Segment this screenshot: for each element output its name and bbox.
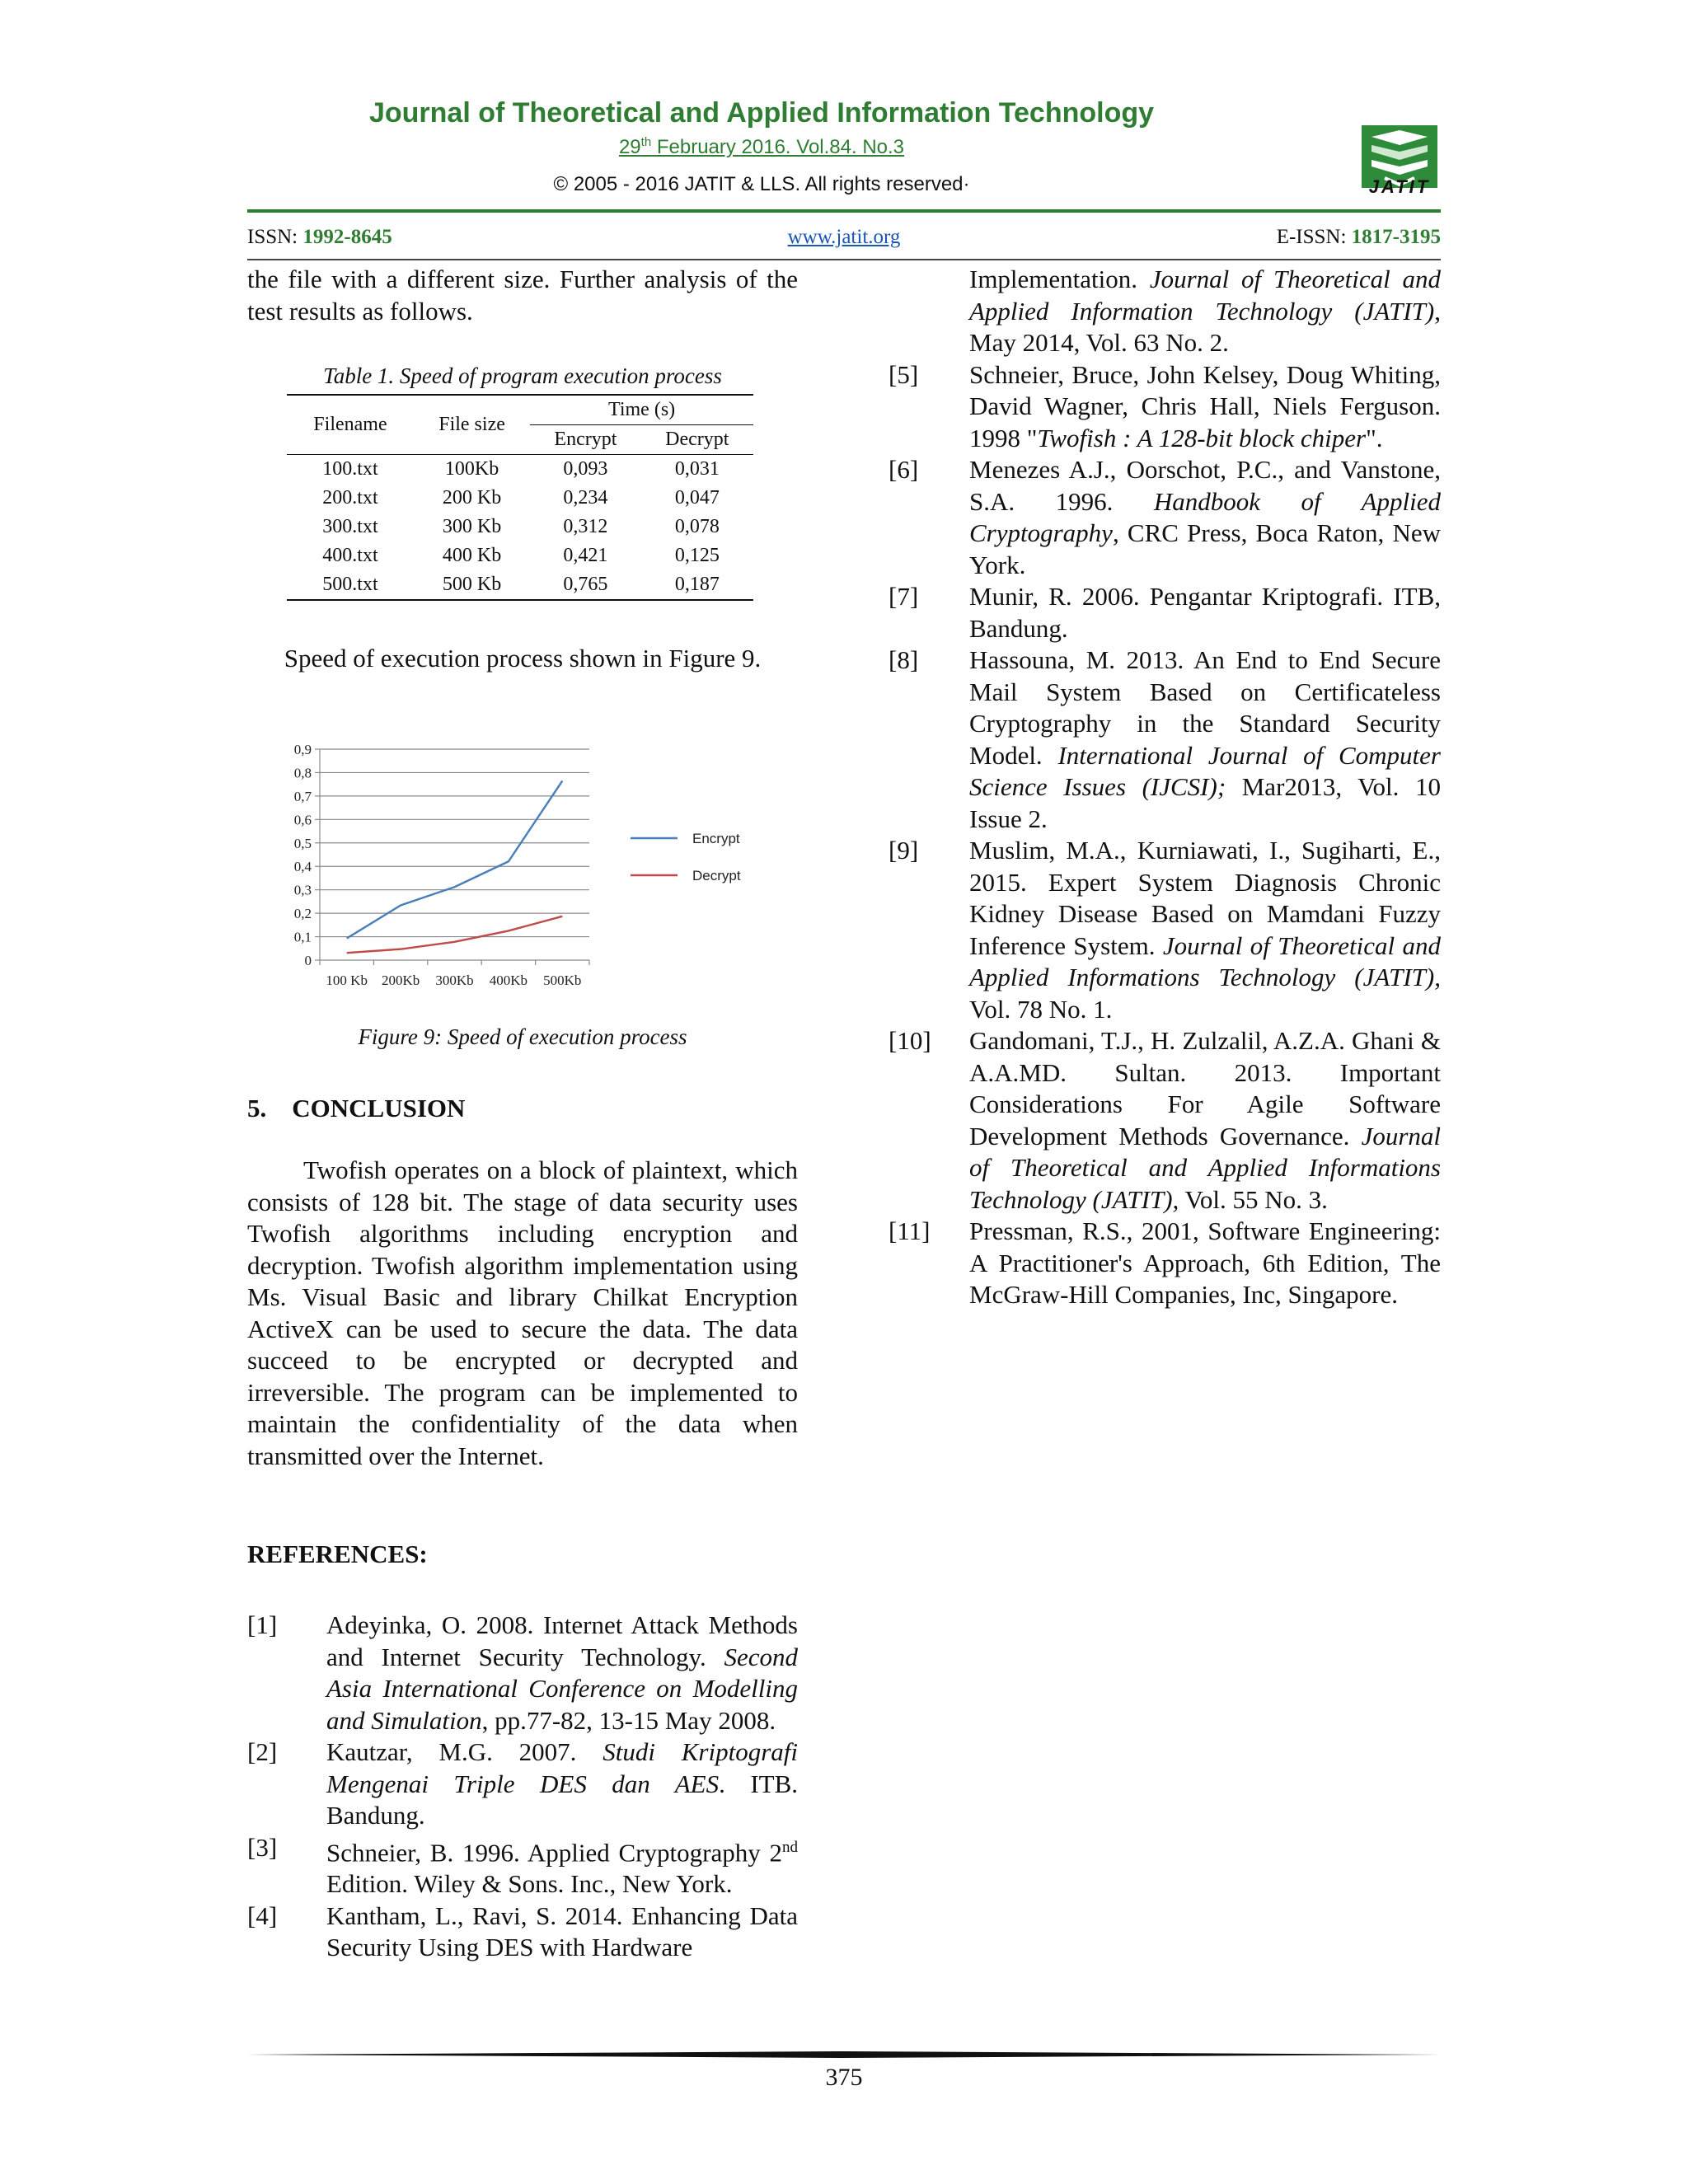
- reference-number: [3]: [247, 1832, 278, 1862]
- reference-item: [890, 1216, 1441, 1311]
- header-filesize: File size: [414, 395, 530, 455]
- eissn: [1277, 226, 1441, 249]
- y-tick-label: 0,3: [293, 882, 312, 898]
- reference-number: [6]: [889, 455, 919, 484]
- cell-encrypt: 0,312: [563, 516, 608, 537]
- reference-text: Schneier, B. 1996. Applied Cryptography 2: [326, 1837, 782, 1867]
- y-tick-label: 0,4: [293, 859, 312, 875]
- reference-item: [247, 1736, 798, 1832]
- reference-item: [247, 1610, 798, 1736]
- reference-item: [890, 835, 1441, 1025]
- y-tick-label: 0,7: [293, 788, 312, 804]
- issn-value: 1992-8645: [302, 226, 392, 248]
- reference-text: Menezes A.J., Oorschot, P.C., and Vanstone, S.A. 1996.: [969, 455, 1441, 516]
- reference-details: Mar2013, Vol. 10 Issue 2.: [969, 772, 1441, 833]
- reference-item: [890, 581, 1441, 644]
- header-decrypt: Decrypt: [641, 425, 753, 455]
- reference-venue: Studi Kriptografi Mengenai Triple DES dan AES: [326, 1737, 799, 1798]
- table-row: [287, 484, 753, 513]
- figure-caption: Figure 9: Speed of execution process: [358, 1024, 687, 1049]
- reference-number: [4]: [247, 1900, 278, 1930]
- x-tick-label: 100 Kb: [326, 972, 368, 988]
- reference-venue: Journal of Theoretical and Applied Informations Technology (JATIT),: [969, 1121, 1441, 1214]
- reference-details: , pp.77-82, 13-15 May 2008.: [481, 1705, 776, 1735]
- cell-encrypt: 0,421: [563, 545, 608, 566]
- reference-venue: Journal of Theoretical and Applied Information Technology (JATIT): [969, 265, 1442, 326]
- cell-filesize: 400 Kb: [442, 545, 502, 566]
- header-encrypt: Encrypt: [530, 425, 640, 455]
- reference-number: [5]: [889, 359, 919, 389]
- reference-text: Kautzar, M.G. 2007.: [326, 1737, 603, 1766]
- table-row: [287, 570, 753, 600]
- copyright-line: © 2005 - 2016 JATIT & LLS. All rights reserved·: [553, 173, 970, 195]
- logo-text: JATIT: [1368, 176, 1431, 197]
- references-left: [247, 1610, 798, 1964]
- header-filename: Filename: [287, 395, 414, 455]
- cell-encrypt: 0,234: [563, 487, 608, 509]
- references-right: [890, 264, 1441, 1311]
- page-number: 375: [825, 2064, 863, 2091]
- y-tick-label: 0,9: [293, 742, 312, 757]
- header-time: Time (s): [530, 395, 753, 425]
- cell-filename: 500.txt: [287, 570, 414, 600]
- table-row: [287, 513, 753, 541]
- reference-text: Kantham, L., Ravi, S. 2014. Enhancing Data Security Using DES with Hardware: [326, 1900, 798, 1962]
- y-tick-label: 0,2: [293, 906, 312, 922]
- cell-filename: 200.txt: [322, 487, 378, 509]
- issn-label: ISSN:: [247, 226, 303, 248]
- header-rule: [247, 209, 1441, 213]
- cell-decrypt: 0,031: [641, 455, 753, 485]
- issue-day: 29: [618, 136, 641, 158]
- reference-text: Gandomani, T.J., H. Zulzalil, A.Z.A. Ghani & A.A.MD. Sultan. 2013. Important Considerations For Agile Software Development Methods Governance.: [969, 1026, 1441, 1151]
- reference-item: [890, 359, 1441, 455]
- cell-filesize: 500 Kb: [414, 570, 530, 600]
- y-tick-label: 0,8: [293, 765, 312, 781]
- cell-filesize: 100Kb: [414, 455, 530, 485]
- series-line-decrypt: [347, 916, 563, 953]
- intro-paragraph: [247, 264, 798, 327]
- cell-decrypt: 0,187: [641, 570, 753, 600]
- reference-text: Hassouna, M. 2013. An End to End Secure Mail System Based on Certificateless Cryptography in the Standard Security Model.: [969, 645, 1441, 770]
- reference-number: [9]: [889, 836, 919, 865]
- cell-filename: 100.txt: [287, 455, 414, 485]
- results-table: [287, 394, 753, 601]
- y-tick-label: 0: [304, 953, 312, 968]
- legend-label: Encrypt: [692, 831, 740, 846]
- reference-item: [890, 454, 1441, 581]
- reference-text: Schneier, Bruce, John Kelsey, Doug Whiting, David Wagner, Chris Hall, Niels Ferguson. 1998 ": [969, 359, 1441, 452]
- reference-details: . ITB. Bandung.: [326, 1769, 799, 1830]
- legend-label: Decrypt: [692, 868, 741, 883]
- intro-text: the file with a different size. Further analysis of the test results as follows.: [247, 265, 798, 326]
- reference-text: Muslim, M.A., Kurniawati, I., Sugiharti, E., 2015. Expert System Diagnosis Chronic Kidney Disease Based on Mamdani Fuzzy Inference System.: [969, 836, 1441, 960]
- cell-encrypt: 0,093: [530, 455, 640, 485]
- cell-filesize: 300 Kb: [442, 516, 502, 537]
- website-link[interactable]: www.jatit.org: [787, 226, 901, 248]
- cell-filename: 400.txt: [322, 545, 378, 566]
- x-tick-label: 300Kb: [435, 972, 474, 988]
- reference-venue: Journal of Theoretical and Applied Informations Technology (JATIT),: [969, 930, 1442, 991]
- cell-decrypt: 0,125: [674, 545, 720, 566]
- header-divider: [247, 259, 1441, 260]
- reference-details: ".: [1366, 423, 1383, 452]
- table-row: [287, 541, 753, 570]
- journal-title: Journal of Theoretical and Applied Information Technology: [368, 97, 1155, 129]
- y-tick-label: 0,6: [293, 812, 312, 828]
- reference-venue: International Journal of Computer Science Issues (IJCSI);: [969, 740, 1441, 801]
- y-tick-label: 0,1: [293, 929, 312, 945]
- table-caption: Table 1. Speed of program execution process: [323, 363, 722, 388]
- reference-number: [1]: [247, 1610, 278, 1639]
- table-row: [287, 455, 753, 485]
- reference-details: Vol. 78 No. 1.: [969, 994, 1113, 1024]
- conclusion-paragraph: Twofish operates on a block of plaintext, which consists of 128 bit. The stage of data security uses Twofish algorithms including encryption and decryption. Twofish algorithm implementation using Ms. Visual Basic and library Chilkat Encryption ActiveX can be used to secure the data. The data succeed to be encrypted or decrypted and irreversible. The program can be implemented to maintain the confidentiality of the data when transmitted over the Internet.: [247, 1155, 798, 1470]
- reference-number: [2]: [247, 1737, 278, 1766]
- reference-item: [890, 1025, 1441, 1216]
- reference-details: Edition. Wiley & Sons. Inc., New York.: [326, 1869, 733, 1899]
- reference-venue: Handbook of Applied Cryptography: [969, 486, 1441, 547]
- reference-text: Pressman, R.S., 2001, Software Engineering: A Practitioner's Approach, 6th Edition, The McGraw-Hill Companies, Inc, Singapore.: [969, 1216, 1441, 1309]
- reference-continuation: [890, 264, 1441, 359]
- cell-filesize: 200 Kb: [442, 487, 502, 509]
- reference-venue: Twofish : A 128-bit block chiper: [1037, 423, 1367, 452]
- cell-filename: 300.txt: [322, 516, 378, 537]
- reference-item: [247, 1900, 798, 1964]
- x-tick-label: 400Kb: [489, 972, 528, 988]
- x-tick-label: 500Kb: [543, 972, 582, 988]
- reference-text: Implementation.: [969, 265, 1150, 293]
- reference-item: [247, 1832, 798, 1900]
- eissn-label: E-ISSN:: [1276, 226, 1352, 248]
- figure-intro: Speed of execution process shown in Figure 9.: [284, 644, 762, 673]
- reference-details: , May 2014, Vol. 63 No. 2.: [969, 296, 1441, 357]
- reference-item: [890, 644, 1441, 835]
- reference-number: [11]: [889, 1216, 931, 1245]
- references-heading: REFERENCES:: [247, 1540, 428, 1568]
- reference-number: [10]: [889, 1026, 931, 1055]
- cell-encrypt: 0,765: [530, 570, 640, 600]
- reference-details: Vol. 55 No. 3.: [1179, 1184, 1328, 1214]
- cell-decrypt: 0,078: [674, 516, 720, 537]
- conclusion-heading: 5. CONCLUSION: [247, 1094, 466, 1122]
- cell-decrypt: 0,047: [674, 487, 720, 509]
- issue-day-suffix: th: [640, 135, 652, 149]
- reference-venue: Second Asia International Conference on Modelling and Simulation: [326, 1642, 798, 1735]
- speed-chart: [272, 738, 799, 1001]
- series-line-encrypt: [347, 780, 563, 938]
- reference-details: , CRC Press, Boca Raton, New York.: [969, 518, 1441, 579]
- reference-text: Munir, R. 2006. Pengantar Kriptografi. ITB, Bandung.: [969, 582, 1441, 643]
- footer-rule: [247, 2050, 1441, 2059]
- reference-number: [8]: [889, 645, 919, 674]
- x-tick-label: 200Kb: [381, 972, 420, 988]
- reference-superscript: nd: [782, 1838, 798, 1856]
- issue-rest: February 2016. Vol.84. No.3: [651, 136, 905, 158]
- reference-text: Adeyinka, O. 2008. Internet Attack Methods and Internet Security Technology.: [326, 1610, 798, 1671]
- eissn-value: 1817-3195: [1351, 226, 1441, 248]
- reference-number: [7]: [889, 582, 919, 611]
- issue-date: [247, 135, 1276, 159]
- y-tick-label: 0,5: [293, 835, 312, 851]
